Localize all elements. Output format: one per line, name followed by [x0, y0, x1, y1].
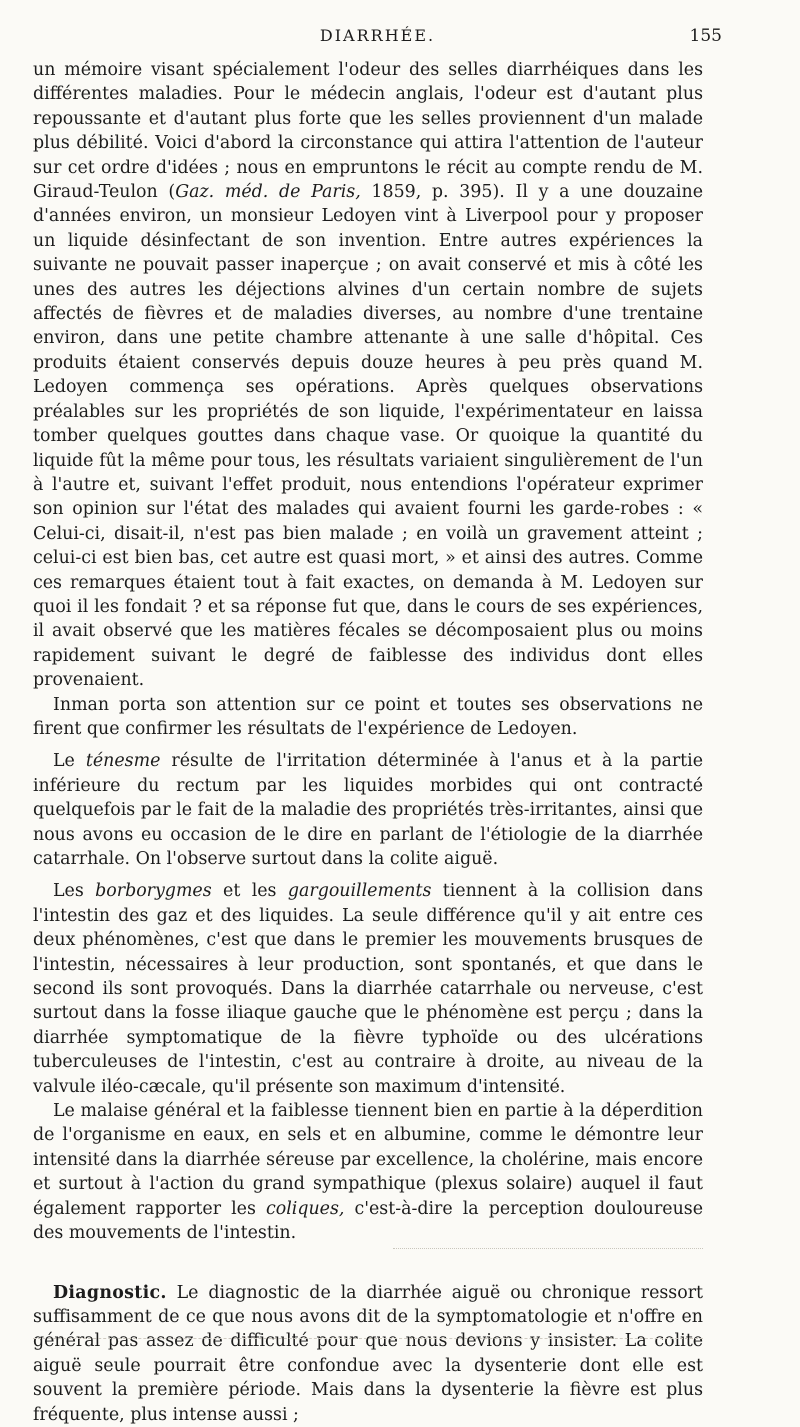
citation-journal: Gaz. méd. de Paris, [175, 182, 361, 203]
paragraph-text: un mémoire visant spécialement l'odeur des selles diarrhéiques dans les différentes maladies. Pour le médecin anglais, l'odeur est d'autant plus repoussante et d'autant plus forte que les selles proviennent d'un malade plus débilité. Voici d'abord la circonstance qui attira l'attention de l'auteur sur cet ordre d'idées ; nous en empruntons le récit au compte rendu de M. Giraud-Teulon ( [33, 60, 703, 203]
paragraph-text: tiennent à la collision dans l'intestin des gaz et des liquides. La seule différence qu'il y ait entre ces deux phénomènes, c'est que dans le premier les mouvements brusques de l'intestin, nécessaires à leur production, sont spontanés, et que dans le second ils sont provoqués. Dans la diarrhée catarrhale ou nerveuse, c'est surtout dans la fosse iliaque gauche que le phénomène est perçu ; dans la diarrhée symptomatique de la fièvre typhoïde ou des ulcérations tuberculeuses de l'intestin, c'est au contraire à droite, au niveau de la valvule iléo-cæcale, qu'il présente son maximum d'intensité. [33, 881, 703, 1097]
paragraph-text: Le malaise général et la faiblesse tiennent bien en partie à la déperdition de l'organisme en eaux, en sels et en albumine, comme le démontre leur intensité dans la diarrhée séreuse par excellence, la cholérine, mais encore et surtout à l'action du grand sympathique (plexus solaire) auquel il faut également rapporter les [33, 1101, 703, 1219]
paragraph-text: et les [211, 881, 288, 902]
paragraph-lead: Les [53, 881, 96, 902]
paragraph-text: Le diagnostic de la diarrhée aiguë ou chronique ressort suffisamment de ce que nous avons dit de la symptomatologie et n'offre en général pas assez de difficulté pour que nous devions y insister. La colite aiguë seule pourrait être confondue avec la dysenterie dont elle est souvent la première période. Mais dans la dysenterie la fièvre est plus fréquente, plus intense aussi ; [33, 1282, 703, 1425]
paragraph-inman: Inman porta son attention sur ce point et toutes ses observations ne firent que confirmer les résultats de l'expérience de Ledoyen. [33, 694, 703, 739]
section-heading-diagnostic: Diagnostic. [53, 1282, 167, 1303]
paragraph-text: 1859, p. 395). Il y a une douzaine d'années environ, un monsieur Ledoyen vint à Liverpool pour y proposer un liquide désinfectant de son invention. Entre autres expériences la suivante ne pouvait passer inaperçue ; on avait conservé et mis à côté les unes des autres les déjections alvines d'un certain nombre de sujets affectés de fièvres et de maladies diverses, au nombre d'une trentaine environ, dans une petite chambre attenante à une salle d'hôpital. Ces produits étaient conservés depuis douze heures à peu près quand M. Ledoyen commença ses opérations. Après quelques observations préalables sur les propriétés de son liquide, l'expérimentateur en laissa tomber quelques gouttes dans chaque vase. Or quoique la quantité du liquide fût la même pour tous, les résultats variaient singulièrement de l'un à l'autre et, suivant l'effet produit, nous entendions l'opérateur exprimer son opinion sur l'état des malades qui avaient fourni les garde-robes : « Celui-ci, disait-il, n'est pas bien malade ; en voilà un gravement atteint ; celui-ci est bien bas, cet autre est quasi mort, » et ainsi des autres. Comme ces remarques étaient tout à fait exactes, on demanda à M. Ledoyen sur quoi il les fondait ? et sa réponse fut que, dans le cours de ses expériences, il avait observé que les matières fécales se décomposaient plus ou moins rapidement suivant le degré de faiblesse des individus dont elles provenaient. [33, 182, 703, 691]
paragraph-diagnostic [33, 1281, 703, 1427]
paragraph-ledoyen-experiment [33, 58, 703, 693]
paragraph-borborygmes [33, 879, 703, 1099]
bleed-through-mark [393, 1248, 703, 1263]
term-coliques: coliques, [265, 1198, 345, 1219]
paragraph-tenesme [33, 749, 703, 871]
running-title: DIARRHÉE. [319, 26, 436, 45]
page-number: 155 [689, 26, 722, 46]
running-header [33, 26, 722, 50]
term-tenesme: ténesme [85, 751, 161, 772]
bottom-bleed-line [33, 1338, 703, 1339]
page-body [33, 58, 703, 1427]
paragraph-text: c'est-à-dire la perception douloureuse des mouvements de l'intestin. [33, 1198, 703, 1244]
paragraph-lead: Le [53, 751, 86, 772]
paragraph-text: résulte de l'irritation déterminée à l'anus et à la partie inférieure du rectum par les liquides morbides qui ont contracté quelquefois par le fait de la maladie des propriétés très-irritantes, ainsi que nous avons eu occasion de le dire en parlant de l'étiologie de la diarrhée catarrhale. On l'observe surtout dans la colite aiguë. [33, 751, 703, 869]
term-gargouillements: gargouillements [287, 881, 432, 902]
paragraph-malaise [33, 1099, 703, 1245]
term-borborygmes: borborygmes [95, 881, 212, 902]
